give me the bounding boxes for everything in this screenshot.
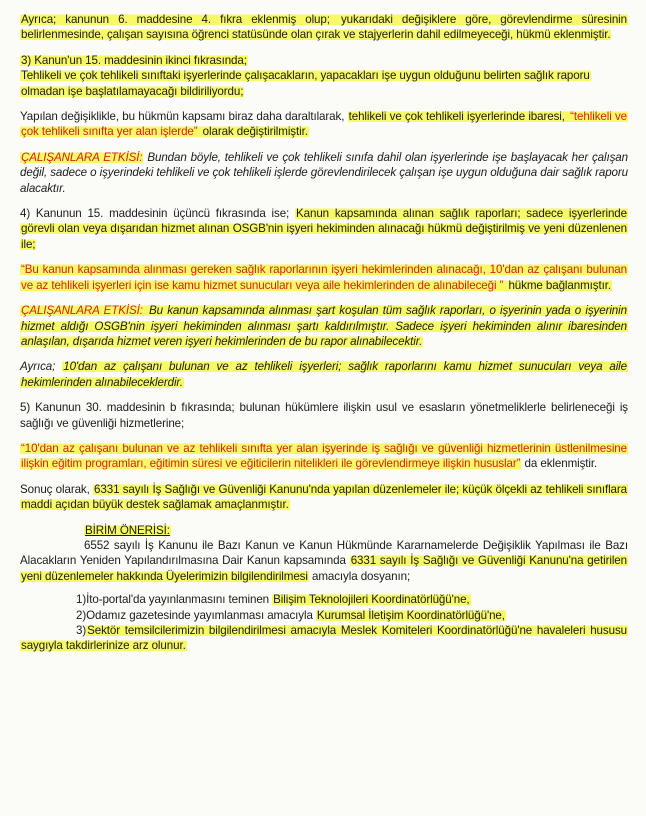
paragraph-birim-onerisi — [20, 538, 628, 584]
text: Yapılan değişiklikle, bu hükmün kapsamı biraz daha daraltılarak, — [20, 110, 348, 124]
paragraph-kanun-30 — [20, 400, 628, 431]
highlight: olarak değiştirilmiştir. — [199, 125, 308, 139]
highlight: yukarıdaki değişiklere göre, görevlendirme süresinin belirlenmesinde, çalışan sayısına öğrenci statüsünde olan çırak ve stajyerlerin dahil edilmeyeceği, hükmü eklenmiştir. — [21, 13, 627, 42]
highlight: 10'dan az çalışanı bulunan ve az tehlikeli işyerleri; sağlık raporlarını kamu hizmet sunucuları veya aile hekimlerinden alınabileceklerdir. — [21, 360, 627, 389]
highlight: Kurumsal İletişim Koordinatörlüğü'ne, — [316, 608, 505, 622]
highlight: hükme bağlanmıştır. — [505, 278, 611, 292]
effect-label: ÇALIŞANLARA ETKİSİ: — [21, 150, 143, 164]
paragraph-kanun-6 — [20, 12, 628, 43]
effect-label: ÇALIŞANLARA ETKİSİ: — [21, 304, 143, 318]
highlight: Bu kanun kapsamında alınması şart koşulan tüm sağlık raporları, o işyerinin yada o işyerinin hizmet aldığı OSGB'nin işyeri hekiminden alınması şartı kaldırılmıştır. Sadece işyeri hekiminden alınır ibaresinden anlaşılan, dışarıda hizmet veren işyeri hekimlerinden de bu rapor alınabilecektir. — [21, 304, 627, 348]
highlight: Ayrıca; kanunun 6. maddesine 4. fıkra eklenmiş olup; — [21, 13, 330, 26]
highlight: Tehlikeli ve çok tehlikeli sınıftaki işyerlerinde çalışacakların, yapacakları işe uygun olduğunu belirten sağlık raporu olmadan işe başlatılamayacağı bildiriliyordu; — [21, 69, 590, 98]
list-item-3 — [20, 623, 628, 654]
highlight: 6331 sayılı İş Sağlığı ve Güvenliği Kanunu'nda yapılan düzenlemeler ile; küçük ölçekli az tehlikeli sınıflara maddi açıdan büyük destek sağlamak amaçlanmıştır. — [21, 482, 628, 512]
text: Sonuç olarak, — [20, 482, 94, 496]
paragraph-kanun-15-ikinci — [20, 53, 628, 99]
highlight: 6331 sayılı İş Sağlığı ve Güvenliği Kanunu'na getirilen yeni düzenlemeler hakkında Üyelerimizin bilgilendirilmesi — [21, 554, 627, 583]
paragraph-calisanlara-etkisi-2 — [20, 303, 628, 349]
text: Bundan böyle, tehlikeli ve çok tehlikeli sınıfa dahil olan işyerlerinde işe başlayacak her çalışan değil, sadece o işyerindeki tehlikeli ve çok tehlikeli işlerde görevlendirilecek çalışan işe uygun olduğuna dair sağlık raporu alacaktır. — [20, 150, 629, 195]
highlight: 3) Kanun'un 15. maddesinin ikinci fıkrasında; — [21, 53, 247, 67]
paragraph-ayrica — [20, 359, 628, 390]
list-item-1 — [20, 592, 628, 607]
highlight: Sektör temsilcilerimizin bilgilendirilmesi amacıyla Meslek Komiteleri Koordinatörlüğü'ne havaleleri hususu saygıyla takdirlerinize arz olunur. — [21, 624, 627, 653]
text: 1)İto-portal'da yayınlanmasını teminen — [76, 593, 273, 607]
text: da eklenmiştir. — [521, 457, 598, 471]
paragraph-degisiklik — [20, 109, 628, 140]
text: 6552 sayılı İş Kanunu ile Bazı Kanun ve Kanun Hükmünde Kararnamelerde Değişiklik Yapılması ile Bazı Alacakların Yeniden Yapılandırılmasına Dair Kanun kapsamında — [20, 538, 628, 568]
red-quote: “tehlikeli ve çok tehlikeli sınıfta yer alan işlerde” — [21, 110, 628, 139]
paragraph-egitim-quote — [20, 441, 628, 472]
text: Ayrıca; — [20, 360, 63, 374]
text: 2)Odamız gazetesinde yayımlanması amacıyla — [76, 608, 316, 622]
paragraph-calisanlara-etkisi-1 — [20, 150, 628, 196]
text: 5) Kanunun 30. maddesinin b fıkrasında; bulunan hükümlere ilişkin usul ve esasların yönetmeliklerle belirleneceği iş sağlığı ve güvenliği hizmetlerine; — [20, 401, 628, 430]
birim-onerisi-heading — [20, 523, 628, 538]
text: 4) Kanunun 15. maddesinin üçüncü fıkrasında ise; — [20, 207, 295, 221]
text: 3) — [76, 624, 87, 637]
paragraph-sonuc — [20, 482, 628, 513]
highlight: Kanun kapsamında alınan sağlık raporları; sadece işyerlerinde görevli olan veya dışarıdan hizmet alınan OSGB'nin işyeri hekiminden alınacağı hükmü değiştirilmiş ve yeni düzenlenen ile; — [21, 207, 627, 251]
red-quote: “Bu kanun kapsamında alınması gereken sağlık raporlarının işyeri hekimlerinden alınacağı, 10'dan az çalışanı bulunan ve az tehlikeli işyerleri için ise kamu hizmet sunucuları veya aile hekimlerinden de alınabileceği ” — [21, 263, 627, 292]
highlight: Bilişim Teknolojileri Koordinatörlüğü'ne, — [273, 593, 470, 607]
highlight: tehlikeli ve çok tehlikeli işyerlerinde ibaresi, — [348, 110, 569, 124]
list-item-2 — [20, 608, 628, 623]
paragraph-saglik-raporu-quote — [20, 262, 628, 293]
red-quote: “10'dan az çalışanı bulunan ve az tehlikeli sınıfta yer alan işyerinde iş sağlığı ve güvenliği hizmetlerinin üstlenilmesine ilişkin eğitim programları, eğitimin süresi ve eğiticilerin nitelikleri ile görevlendirmeye ilişkin hususlar” — [21, 441, 627, 471]
paragraph-kanun-15-ucuncu — [20, 206, 628, 252]
text: amacıyla dosyanın; — [308, 569, 411, 583]
section-heading: BİRİM ÖNERİSİ: — [85, 523, 170, 537]
